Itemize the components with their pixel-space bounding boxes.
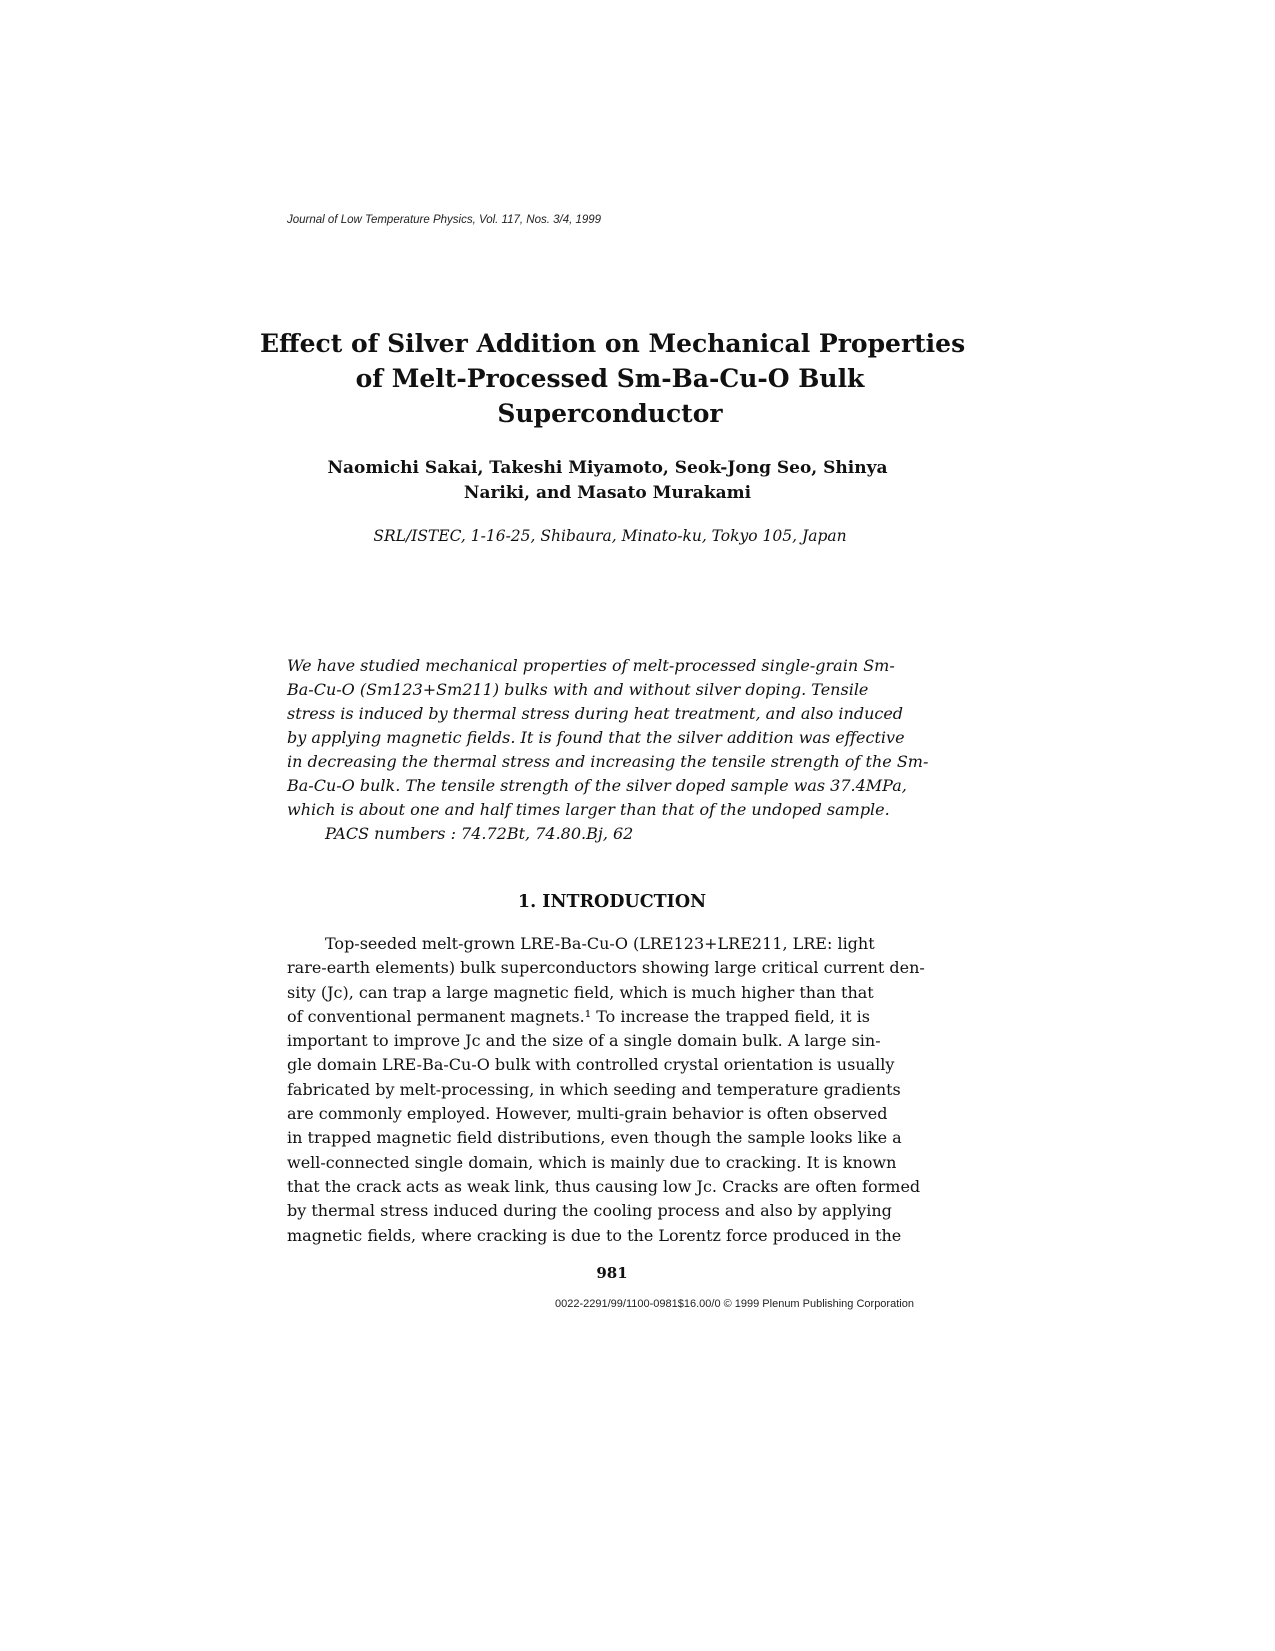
body-line: important to improve Jc and the size of a single domain bulk. A large sin- bbox=[287, 1031, 881, 1051]
page-number: 981 bbox=[596, 1264, 628, 1282]
affiliation: SRL/ISTEC, 1-16-25, Shibaura, Minato-ku, Tokyo 105, Japan bbox=[373, 527, 847, 545]
introduction-body bbox=[287, 932, 937, 1248]
body-line: sity (Jc), can trap a large magnetic field, which is much higher than that bbox=[287, 982, 874, 1002]
abstract-line: We have studied mechanical properties of melt-processed single-grain Sm- bbox=[287, 656, 895, 675]
author-line: Nariki, and Masato Murakami bbox=[463, 483, 752, 503]
body-line: Top-seeded melt-grown LRE-Ba-Cu-O (LRE123+LRE211, LRE: light bbox=[325, 934, 875, 953]
abstract-line: Ba-Cu-O (Sm123+Sm211) bulks with and without silver doping. Tensile bbox=[287, 680, 869, 699]
paper-title bbox=[260, 326, 966, 431]
abstract-line: by applying magnetic fields. It is found that the silver addition was effective bbox=[287, 728, 905, 747]
pacs-numbers: PACS numbers : 74.72Bt, 74.80.Bj, 62 bbox=[325, 824, 634, 843]
body-line: gle domain LRE-Ba-Cu-O bulk with controlled crystal orientation is usually bbox=[287, 1055, 895, 1075]
author-list bbox=[280, 456, 935, 506]
body-line: in trapped magnetic field distributions, even though the sample looks like a bbox=[287, 1128, 902, 1148]
abstract-line: Ba-Cu-O bulk. The tensile strength of the silver doped sample was 37.4MPa, bbox=[287, 776, 907, 795]
body-line: well-connected single domain, which is mainly due to cracking. It is known bbox=[287, 1152, 897, 1172]
abstract-line: which is about one and half times larger than that of the undoped sample. bbox=[287, 800, 890, 819]
body-line: are commonly employed. However, multi-grain behavior is often observed bbox=[287, 1104, 888, 1124]
section-heading: 1. INTRODUCTION bbox=[517, 892, 707, 912]
abstract bbox=[287, 654, 937, 846]
body-line: that the crack acts as weak link, thus causing low Jc. Cracks are often formed bbox=[287, 1176, 921, 1196]
journal-header: Journal of Low Temperature Physics, Vol. 117, Nos. 3/4, 1999 bbox=[287, 214, 602, 226]
abstract-line: stress is induced by thermal stress during heat treatment, and also induced bbox=[287, 704, 904, 723]
body-line: of conventional permanent magnets.¹ To increase the trapped field, it is bbox=[287, 1006, 870, 1026]
abstract-line: in decreasing the thermal stress and increasing the tensile strength of the Sm- bbox=[287, 752, 929, 771]
body-line: fabricated by melt-processing, in which seeding and temperature gradients bbox=[287, 1079, 901, 1099]
title-line: Effect of Silver Addition on Mechanical Properties bbox=[260, 329, 966, 358]
body-line: magnetic fields, where cracking is due to the Lorentz force produced in the bbox=[287, 1225, 902, 1245]
title-line: of Melt-Processed Sm-Ba-Cu-O Bulk bbox=[355, 364, 865, 393]
copyright-line: 0022-2291/99/1100-0981$16.00/0 © 1999 Plenum Publishing Corporation bbox=[555, 1298, 914, 1310]
author-line: Naomichi Sakai, Takeshi Miyamoto, Seok-Jong Seo, Shinya bbox=[327, 458, 888, 478]
body-line: by thermal stress induced during the cooling process and also by applying bbox=[287, 1201, 892, 1221]
body-line: rare-earth elements) bulk superconductors showing large critical current den- bbox=[287, 958, 925, 978]
title-line: Superconductor bbox=[497, 399, 723, 428]
